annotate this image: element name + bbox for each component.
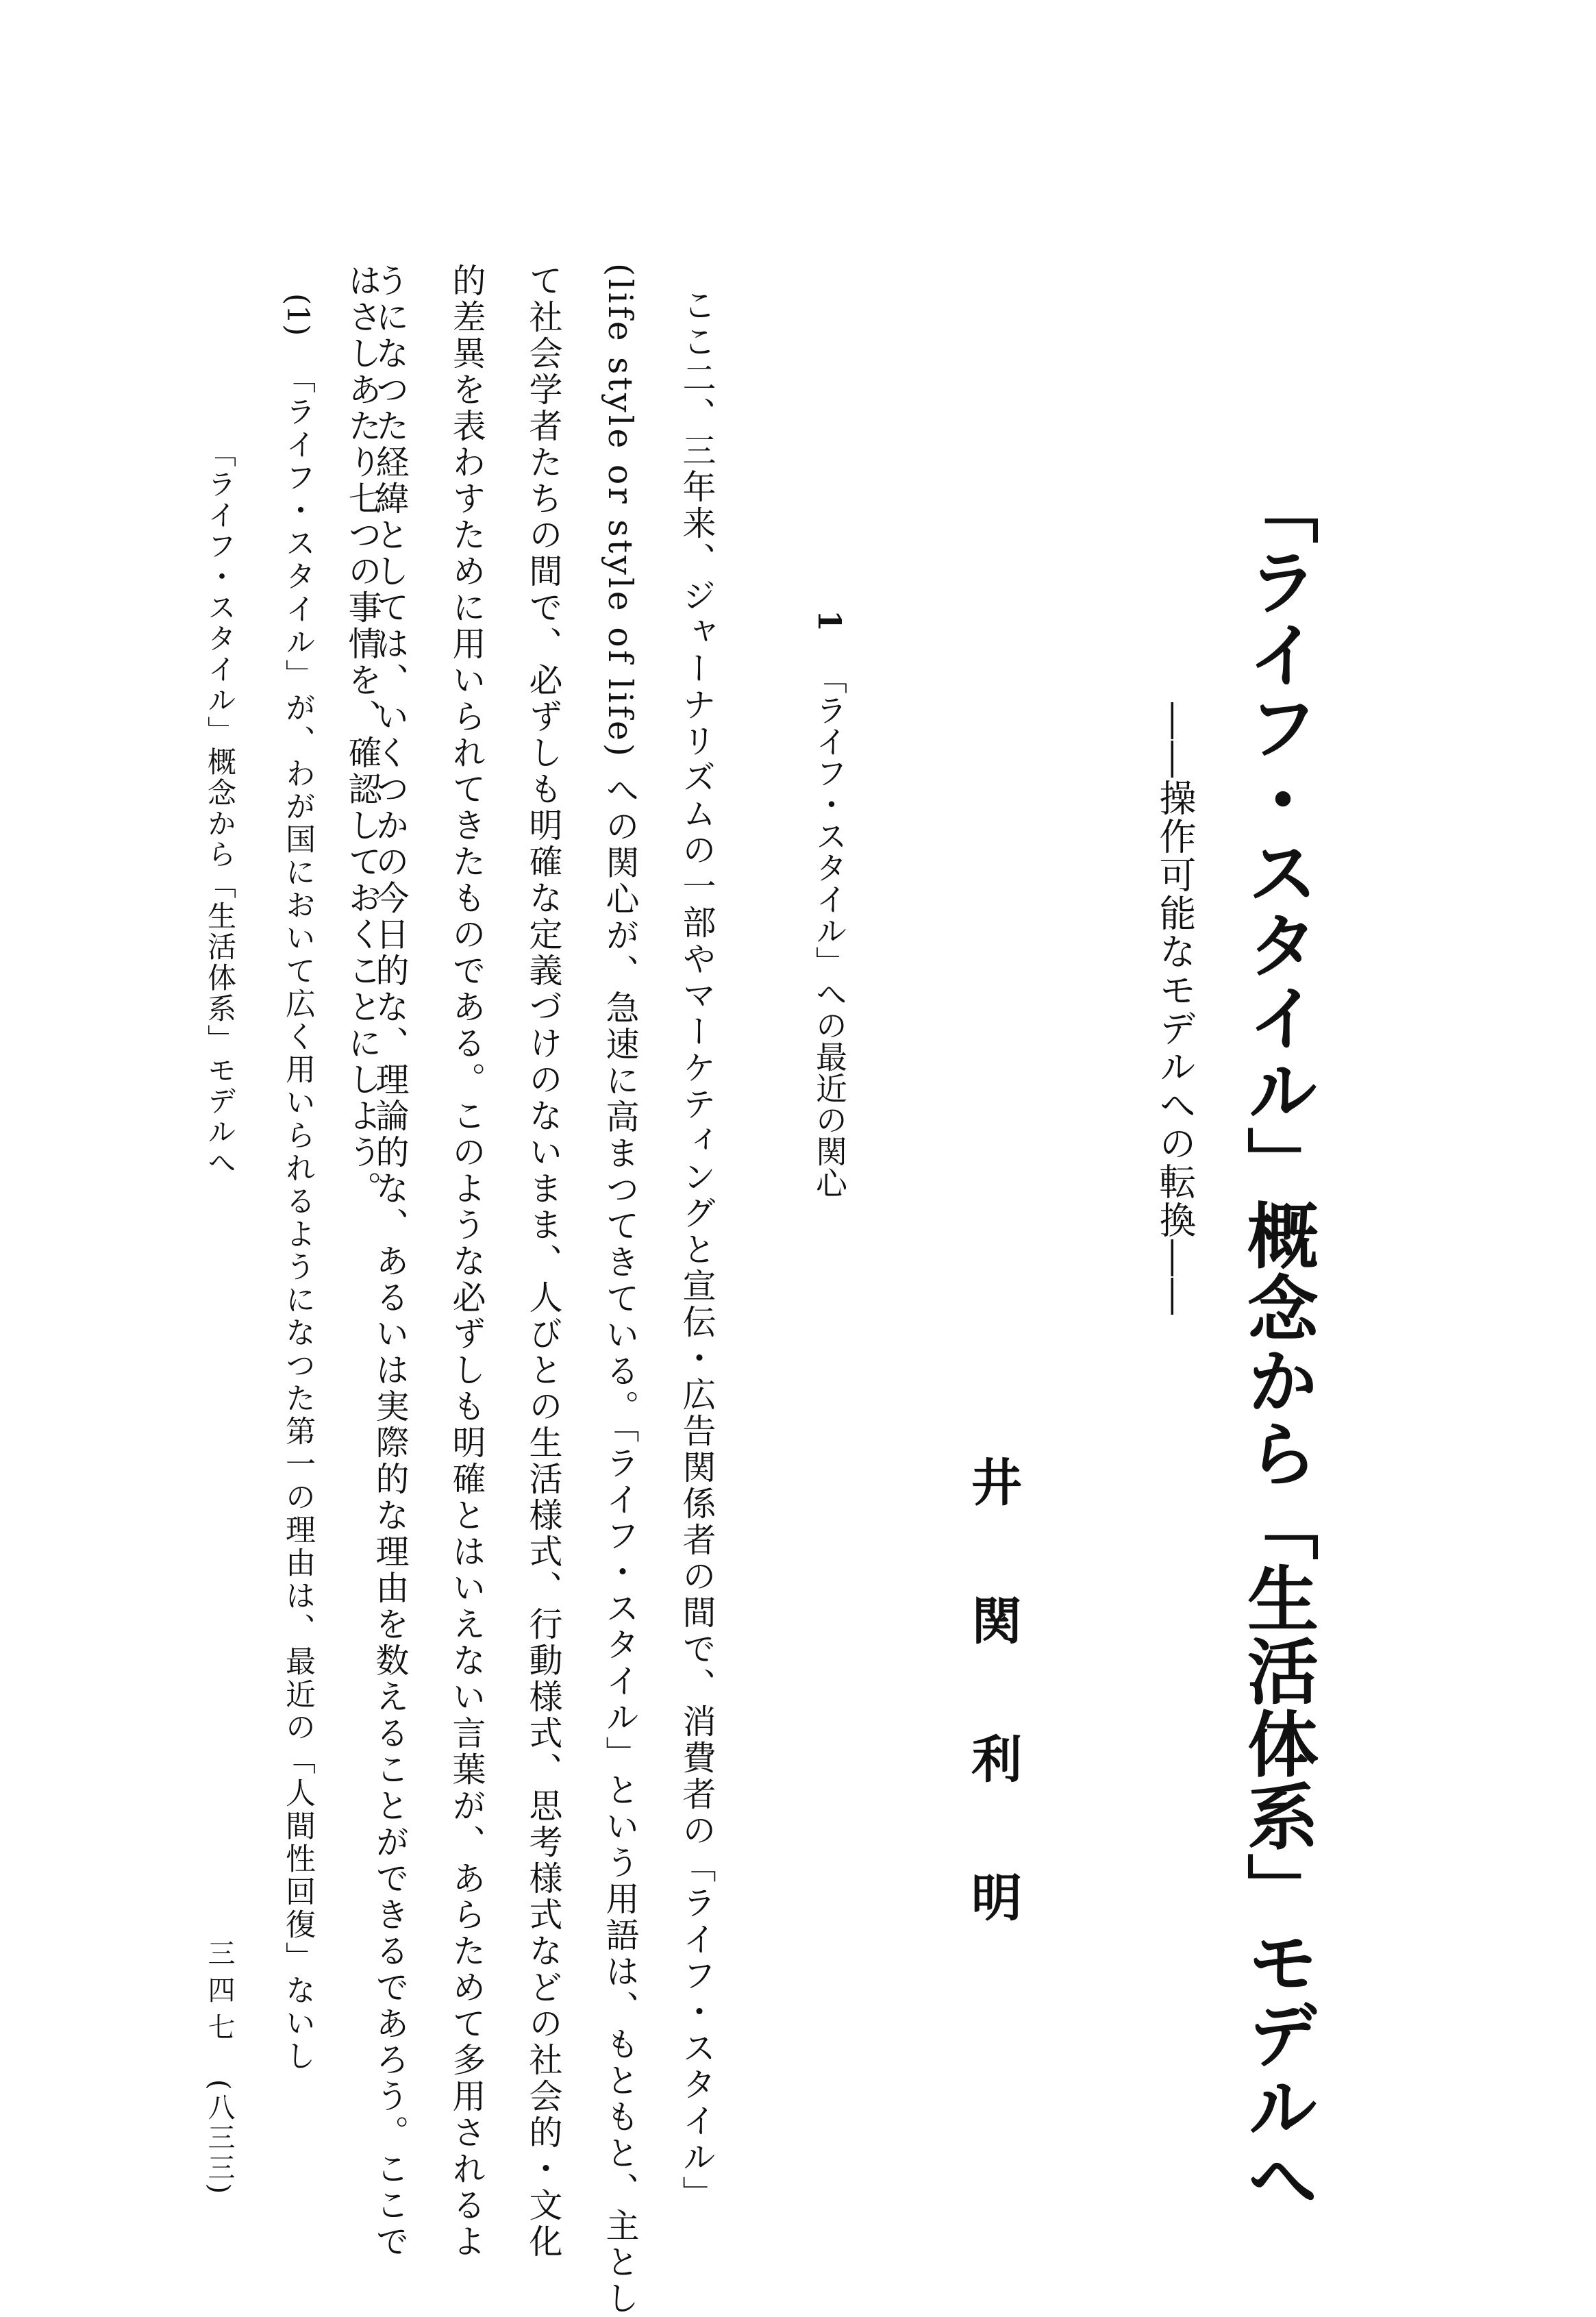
running-footer: 「ライフ・スタイル」概念から「生活体系」モデルへ	[203, 438, 237, 1178]
article-subtitle: ――操作可能なモデルへの転換――	[1154, 702, 1197, 1316]
page-number-alt: (八三三)	[203, 2079, 235, 2197]
note-number: (1)	[280, 293, 315, 336]
article-title: 「ライフ・スタイル」概念から「生活体系」モデルへ	[1235, 473, 1319, 2216]
body-line: 的差異を表わすために用いられてきたものである。このような必ずしも明確とはいえない言葉が、あらためて多用されるよ	[447, 263, 486, 2260]
body-line: ここ二、三年来、ジャーナリズムの一部やマーケティングと宣伝・広告関係者の間で、消費者の「ライフ・スタイル」	[677, 288, 716, 2212]
author-name: 井関利明	[963, 1456, 1022, 2009]
body-line: うになつた経緯としては、いくつかの今日的な、理論的な、あるいは実際的な理由を数えることができるであろう。ここで	[371, 263, 410, 2260]
page-number: 三四七	[203, 1939, 235, 2050]
section-heading	[811, 610, 848, 1199]
body-line: て社会学者たちの間で、必ずしも明確な定義づけのないまま、人びとの生活様式、行動様式、思考様式などの社会的・文化	[524, 263, 563, 2260]
note-text: 「ライフ・スタイル」が、わが国において広く用いられるようになつた第一の理由は、最近の「人間性回復」ないし	[280, 363, 315, 2073]
section-title: 「ライフ・スタイル」への最近の関心	[811, 662, 848, 1199]
body-line: (life style or style of life) への関心が、急速に高まつてきている。「ライフ・スタイル」という用語は、もともと、主とし	[601, 263, 640, 2317]
section-number: 1	[811, 610, 848, 632]
body-line: はさしあたり七つの事情を、確認しておくことにしよう。	[343, 263, 382, 1207]
